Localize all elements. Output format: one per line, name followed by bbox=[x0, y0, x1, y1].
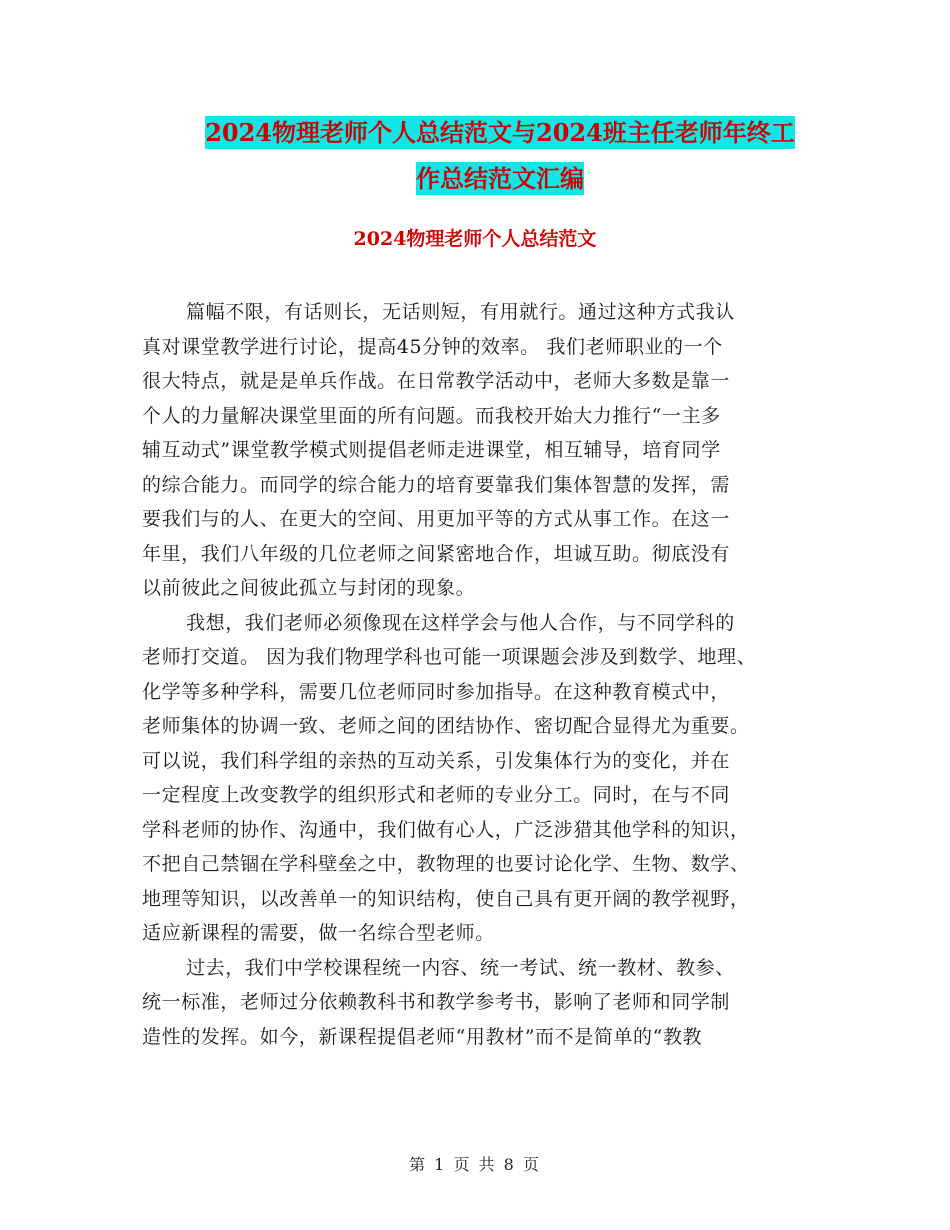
paragraph-line: 过去，我们中学校课程统一内容、统一考试、统一教材、教参、 bbox=[186, 956, 735, 979]
title-line-2-text: 作总结范文汇编 bbox=[416, 164, 584, 193]
title-line-1-text: 2024物理老师个人总结范文与2024班主任老师年终工 bbox=[205, 118, 795, 147]
title-line-2 bbox=[140, 156, 860, 202]
paragraph-line: 学科老师的协作、沟通中，我们做有心人，广泛涉猎其他学科的知识， bbox=[142, 818, 750, 841]
paragraph-line: 化学等多种学科，需要几位老师同时参加指导。在这种教育模式中， bbox=[142, 680, 731, 703]
paragraph-line: 年里，我们八年级的几位老师之间紧密地合作，坦诚互助。彻底没有 bbox=[142, 542, 731, 565]
paragraph-line: 统一标准，老师过分依赖教科书和教学参考书，影响了老师和同学制 bbox=[142, 991, 731, 1013]
paragraph-line: 老师集体的协调一致、老师之间的团结协作、密切配合显得尤为重要。 bbox=[142, 715, 750, 737]
paragraph-line: 真对课堂教学进行讨论，提高45分钟的效率。 我们老师职业的一个 bbox=[142, 335, 723, 358]
title-line-1 bbox=[140, 110, 860, 156]
body-text bbox=[142, 295, 814, 1054]
paragraph-line: 可以说，我们科学组的亲热的互动关系，引发集体行为的变化，并在 bbox=[142, 749, 731, 772]
paragraph-line: 以前彼此之间彼此孤立与封闭的现象。 bbox=[142, 577, 476, 599]
document-title bbox=[140, 110, 860, 202]
paragraph-line: 一定程度上改变教学的组织形式和老师的专业分工。同时，在与不同 bbox=[142, 784, 731, 806]
paragraph-line: 辅互动式”课堂教学模式则提倡老师走进课堂，相互辅导，培育同学 bbox=[142, 439, 721, 461]
paragraph-line: 造性的发挥。如今，新课程提倡老师“用教材”而不是简单的“教教 bbox=[142, 1025, 703, 1048]
paragraph-line: 篇幅不限，有话则长，无话则短，有用就行。通过这种方式我认 bbox=[186, 301, 735, 323]
paragraph-line: 地理等知识，以改善单一的知识结构，使自己具有更开阔的教学视野， bbox=[142, 887, 750, 910]
page-footer: 第 1 页 共 8 页 bbox=[409, 1155, 541, 1174]
paragraph-line: 适应新课程的需要，做一名综合型老师。 bbox=[142, 922, 495, 944]
paragraph-line: 很大特点，就是是单兵作战。在日常教学活动中，老师大多数是靠一 bbox=[142, 370, 731, 392]
paragraph-line: 要我们与的人、在更大的空间、用更加平等的方式从事工作。在这一 bbox=[142, 508, 731, 530]
paragraph-line: 的综合能力。而同学的综合能力的培育要靠我们集体智慧的发挥，需 bbox=[142, 473, 731, 496]
paragraph-line: 我想，我们老师必须像现在这样学会与他人合作，与不同学科的 bbox=[186, 611, 735, 634]
paragraph-line: 老师打交道。 因为我们物理学科也可能一项课题会涉及到数学、地理、 bbox=[142, 646, 757, 668]
paragraph-line: 个人的力量解决课堂里面的所有问题。而我校开始大力推行“一主多 bbox=[142, 404, 721, 427]
paragraph-line: 不把自己禁锢在学科壁垒之中，教物理的也要讨论化学、生物、数学、 bbox=[142, 853, 750, 875]
section-heading: 2024物理老师个人总结范文 bbox=[353, 228, 597, 250]
